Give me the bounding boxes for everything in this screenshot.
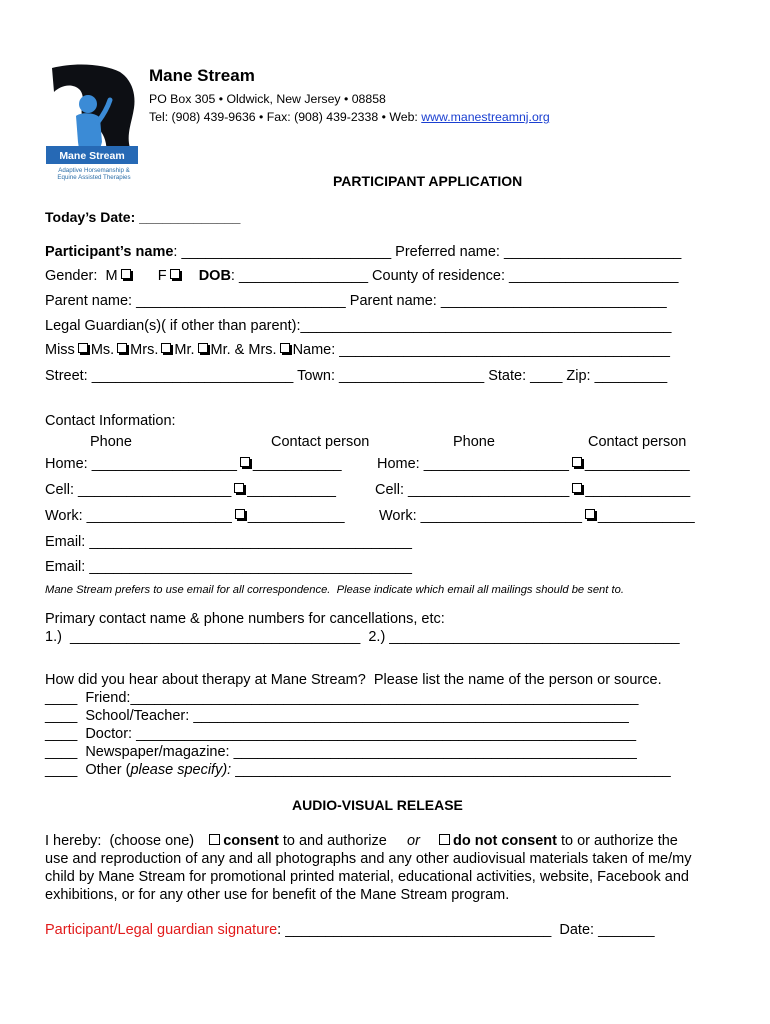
work-contact-checkbox[interactable]: [235, 509, 245, 519]
form-title: PARTICIPANT APPLICATION: [333, 173, 523, 189]
title-row: [45, 342, 670, 358]
title-mrs-label: Mrs.: [130, 342, 159, 358]
dob-label: DOB: [198, 268, 231, 284]
logo-tagline: [46, 167, 142, 181]
work-contact-person-field[interactable]: ____________: [247, 508, 345, 524]
email-note: Mane Stream prefers to use email for all correspondence. Please indicate which email all mailings should be sent to.: [45, 584, 624, 596]
participant-name-row[interactable]: [45, 244, 681, 260]
title-mrmrs-checkbox[interactable]: [280, 343, 290, 353]
referral-other-line[interactable]: ______________________________________________________: [231, 762, 671, 778]
gender-f-label: F: [157, 268, 167, 284]
home-phone-field[interactable]: Home: __________________: [45, 456, 237, 472]
title-mr-label: Mr.: [174, 342, 195, 358]
title-name-line[interactable]: Name: _________________________________________: [292, 342, 670, 358]
org-address: PO Box 305 • Oldwick, New Jersey • 08858: [149, 92, 386, 106]
parent-names-field[interactable]: Parent name: __________________________ Parent name: ____________________________: [45, 293, 667, 309]
contact-cell-right[interactable]: [375, 482, 690, 498]
email-field-1[interactable]: Email: ________________________________________: [45, 534, 412, 550]
referral-school-field[interactable]: ____ School/Teacher: ______________________________________________________: [45, 708, 629, 724]
work-contact-person-field-2[interactable]: ____________: [597, 508, 695, 524]
cell-phone-field[interactable]: Cell: ___________________: [45, 482, 232, 498]
referral-other-label: ____ Other (: [45, 762, 131, 778]
col-phone-left: Phone: [90, 434, 132, 450]
participant-name-label: Participant’s name: [45, 244, 174, 260]
cancellation-contacts-field[interactable]: 1.) ____________________________________ 2.) ____________________________________: [45, 629, 680, 645]
consent-checkbox[interactable]: [209, 834, 220, 845]
gender-f-checkbox[interactable]: [170, 269, 180, 279]
logo-tagline-line-1: Adaptive Horsemanship &: [58, 167, 130, 174]
release-text-line-4: exhibitions, or for any other use for benefit of the Mane Stream program.: [45, 887, 510, 903]
logo-wordmark: Mane Stream: [59, 150, 125, 162]
contact-home-left[interactable]: [45, 456, 342, 472]
title-mr-checkbox[interactable]: [198, 343, 208, 353]
contact-info-heading: Contact Information:: [45, 413, 176, 429]
logo-horse-child-icon: [46, 64, 138, 184]
release-heading: AUDIO-VISUAL RELEASE: [292, 797, 463, 813]
gender-m-checkbox[interactable]: [121, 269, 131, 279]
release-choose-label: I hereby: (choose one): [45, 833, 195, 849]
not-consent-label: do not consent: [453, 833, 557, 849]
cancellation-heading: Primary contact name & phone numbers for cancellations, etc:: [45, 611, 445, 627]
title-ms-label: Ms.: [90, 342, 115, 358]
title-miss-label: Miss: [45, 342, 75, 358]
referral-newspaper-field[interactable]: ____ Newspaper/magazine: __________________________________________________: [45, 744, 637, 760]
mane-stream-logo: [46, 64, 138, 184]
work-phone-field-2[interactable]: Work: ____________________: [379, 508, 582, 524]
street-address-field[interactable]: Street: _________________________ Town: __________________ State: ____ Zip: _________: [45, 368, 668, 384]
title-mrs-checkbox[interactable]: [161, 343, 171, 353]
org-contact-line: [149, 110, 550, 124]
cell-phone-field-2[interactable]: Cell: ____________________: [375, 482, 570, 498]
cell-contact-checkbox-2[interactable]: [572, 483, 582, 493]
referral-question: How did you hear about therapy at Mane Stream? Please list the name of the person or source.: [45, 672, 662, 688]
gender-label: Gender: M: [45, 268, 118, 284]
col-phone-right: Phone: [453, 434, 495, 450]
contact-home-right[interactable]: [377, 456, 690, 472]
work-contact-checkbox-2[interactable]: [585, 509, 595, 519]
signature-label: Participant/Legal guardian signature: [45, 922, 278, 938]
referral-other-field[interactable]: [45, 762, 671, 778]
title-mrmrs-label: Mr. & Mrs.: [210, 342, 277, 358]
cell-contact-person-field-2[interactable]: _____________: [585, 482, 691, 498]
col-contact-person-left: Contact person: [271, 434, 370, 450]
home-contact-checkbox-2[interactable]: [572, 457, 582, 467]
contact-cell-left[interactable]: [45, 482, 336, 498]
home-phone-field-2[interactable]: Home: __________________: [377, 456, 569, 472]
title-miss-checkbox[interactable]: [78, 343, 88, 353]
org-name: Mane Stream: [149, 66, 255, 85]
signature-date-line[interactable]: : _________________________________ Date: _______: [277, 922, 655, 938]
legal-guardian-field[interactable]: Legal Guardian(s)( if other than parent):______________________________________________: [45, 318, 672, 334]
logo-tagline-line-2: Equine Assisted Therapies: [57, 174, 131, 181]
title-ms-checkbox[interactable]: [117, 343, 127, 353]
contact-work-right[interactable]: [379, 508, 695, 524]
website-link[interactable]: www.manestreamnj.org: [421, 110, 550, 124]
release-or: or: [407, 833, 420, 849]
consent-label: consent: [223, 833, 279, 849]
cell-contact-checkbox[interactable]: [234, 483, 244, 493]
release-choice-row: [45, 833, 678, 849]
contact-work-left[interactable]: [45, 508, 345, 524]
participant-name-line[interactable]: : __________________________ Preferred name: ______________________: [173, 244, 682, 260]
release-text-line-3: child by Mane Stream for promotional printed material, educational activities, website, Facebook and: [45, 869, 689, 885]
consent-authorize-text: to and authorize: [278, 833, 387, 849]
dob-county-line[interactable]: : ________________ County of residence: _____________________: [230, 268, 679, 284]
not-consent-text: to or authorize the: [556, 833, 678, 849]
org-contact-numbers: Tel: (908) 439-9636 • Fax: (908) 439-2338 • Web:: [149, 110, 422, 124]
referral-other-specify: please specify):: [130, 762, 232, 778]
home-contact-person-field[interactable]: ___________: [252, 456, 342, 472]
gender-dob-row: [45, 268, 678, 284]
referral-friend-field[interactable]: ____ Friend:_______________________________________________________________: [45, 690, 639, 706]
email-field-2[interactable]: Email: ________________________________________: [45, 559, 412, 575]
release-text-line-2: use and reproduction of any and all photographs and any other audiovisual materials taken of me/my: [45, 851, 692, 867]
col-contact-person-right: Contact person: [588, 434, 687, 450]
referral-doctor-field[interactable]: ____ Doctor: ______________________________________________________________: [45, 726, 637, 742]
home-contact-person-field-2[interactable]: _____________: [584, 456, 690, 472]
todays-date-field[interactable]: Today’s Date: _____________: [45, 209, 241, 225]
work-phone-field[interactable]: Work: __________________: [45, 508, 232, 524]
not-consent-checkbox[interactable]: [439, 834, 450, 845]
cell-contact-person-field[interactable]: ___________: [247, 482, 336, 498]
signature-row[interactable]: [45, 922, 655, 938]
home-contact-checkbox[interactable]: [240, 457, 250, 467]
